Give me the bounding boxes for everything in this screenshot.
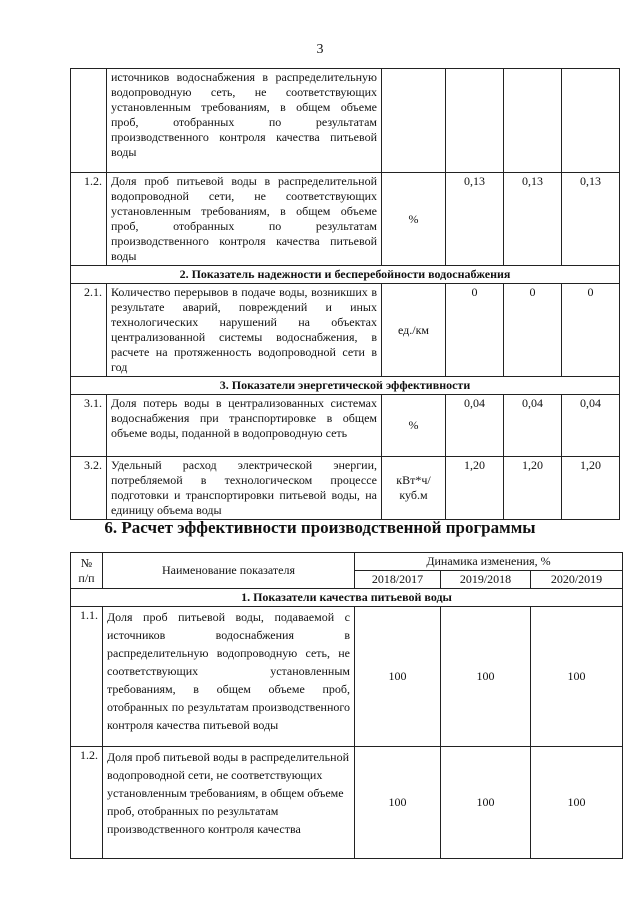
row-number: 3.2. — [71, 457, 107, 520]
row-number: 2.1. — [71, 284, 107, 377]
value-1: 0,04 — [446, 395, 504, 457]
table-row — [71, 69, 620, 173]
value-2: 100 — [441, 747, 531, 859]
header-number: № п/п — [71, 553, 103, 589]
value-2: 0,13 — [504, 173, 562, 266]
row-number: 1.1. — [71, 607, 103, 747]
section-row — [71, 589, 623, 607]
value-3: 100 — [531, 607, 623, 747]
table-row — [71, 284, 620, 377]
page-number: 3 — [316, 42, 324, 57]
table-row — [71, 747, 623, 859]
row-number — [71, 69, 107, 173]
section-title: 3. Показатели энергетической эффективности — [71, 377, 620, 395]
value-3: 0 — [562, 284, 620, 377]
value-2: 100 — [441, 607, 531, 747]
efficiency-table — [70, 552, 623, 859]
value-2: 0,04 — [504, 395, 562, 457]
header-year: 2020/2019 — [531, 571, 623, 589]
header-year: 2018/2017 — [355, 571, 441, 589]
value-2: 1,20 — [504, 457, 562, 520]
header-name: Наименование показателя — [103, 553, 355, 589]
value-1 — [446, 69, 504, 173]
indicator-name: Удельный расход электрической энергии, потребляемой в технологическом процессе подготовки и транспортировки питьевой воды, на единицу объема воды — [107, 457, 382, 520]
indicators-table — [70, 68, 620, 520]
unit — [382, 69, 446, 173]
section-row — [71, 266, 620, 284]
section-title: 2. Показатель надежности и бесперебойности водоснабжения — [71, 266, 620, 284]
table-row — [71, 457, 620, 520]
indicator-name: Доля проб питьевой воды в распределительной водопроводной сети, не соответствующих установленным требованиям, в общем объеме проб, отобранных по результатам производственного контроля качества — [103, 747, 355, 859]
unit: % — [382, 173, 446, 266]
table-row — [71, 173, 620, 266]
value-1: 1,20 — [446, 457, 504, 520]
indicator-name: Доля проб питьевой воды в распределительной водопроводной сети, не соответствующих установленным требованиям, в общем объеме проб, отобранных по результатам производственного контроля качества питьевой воды — [107, 173, 382, 266]
row-number: 3.1. — [71, 395, 107, 457]
value-3: 1,20 — [562, 457, 620, 520]
section-heading: 6. Расчет эффективности производственной программы — [104, 518, 536, 537]
value-1: 0 — [446, 284, 504, 377]
row-number: 1.2. — [71, 173, 107, 266]
value-1: 100 — [355, 747, 441, 859]
unit: кВт*ч/ куб.м — [382, 457, 446, 520]
value-3: 100 — [531, 747, 623, 859]
indicator-name: Доля проб питьевой воды, подаваемой с источников водоснабжения в распределительную водопроводную сеть, не соответствующих установленным требованиям, в общем объеме проб, отобранных по результатам производственного контроля качества питьевой воды — [103, 607, 355, 747]
table-row — [71, 607, 623, 747]
section-title: 1. Показатели качества питьевой воды — [71, 589, 623, 607]
section-row — [71, 377, 620, 395]
value-3: 0,13 — [562, 173, 620, 266]
value-1: 0,13 — [446, 173, 504, 266]
header-dynamics: Динамика изменения, % — [355, 553, 623, 571]
value-3 — [562, 69, 620, 173]
value-2: 0 — [504, 284, 562, 377]
header-row — [71, 553, 623, 571]
indicator-name: Количество перерывов в подаче воды, возникших в результате аварий, повреждений и иных технологических нарушений на объектах централизованной системы водоснабжения, в расчете на протяженность водопроводной сети в год — [107, 284, 382, 377]
row-number: 1.2. — [71, 747, 103, 859]
header-year: 2019/2018 — [441, 571, 531, 589]
value-3: 0,04 — [562, 395, 620, 457]
unit: ед./км — [382, 284, 446, 377]
indicator-name: источников водоснабжения в распределительную водопроводную сеть, не соответствующих установленным требованиям, в общем объеме проб, отобранных по результатам производственного контроля качества питьевой воды — [107, 69, 382, 173]
table-row — [71, 395, 620, 457]
value-1: 100 — [355, 607, 441, 747]
value-2 — [504, 69, 562, 173]
indicator-name: Доля потерь воды в централизованных системах водоснабжения при транспортировке в общем объеме воды, поданной в водопроводную сеть — [107, 395, 382, 457]
unit: % — [382, 395, 446, 457]
